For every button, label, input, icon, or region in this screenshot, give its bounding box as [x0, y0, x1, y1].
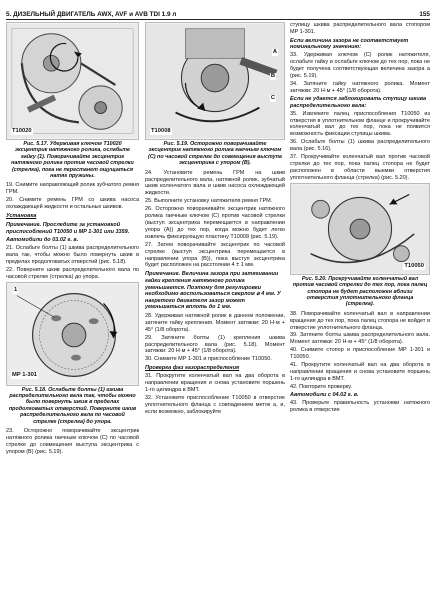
- subheading: Автомобили с 04.02 г. в.: [290, 391, 359, 398]
- note: Примечание. Величина зазора при затягивании гайки крепления натяжного ролика уменьшается. Поэтому для регулировки необходимо воспользоваться сверлом ⌀ 4 мм. У нагретого двигателя зазор может уменьшаться вплоть до 1 мм.: [145, 271, 281, 311]
- figure-label-b: B: [270, 73, 275, 79]
- figure-5-20: [290, 183, 430, 275]
- paragraph: 37. Прокручивайте коленчатый вал против часовой стрелки до тех пор, пока палец стопора не будет расположен в области выемки отверстия уплотнительного фланца (стрелка) (рис. 5.20).: [290, 154, 430, 181]
- paragraph: 28. Удерживая натяжной ролик в данном положении, затяните гайку крепления. Момент затяжки: 20 Н·м + 45° (1/8 оборота).: [145, 312, 285, 333]
- paragraph: 22. Поверните шкив распределительного вала по часовой стрелке (стрелка) до упора.: [6, 266, 139, 280]
- camshaft-pulley-illustration: [7, 283, 138, 385]
- paragraph: 20. Снимите ремень ГРМ со шкива насоса охлаждающей жидкости и остальных шкивов.: [6, 197, 139, 211]
- figure-label-a: A: [272, 49, 277, 55]
- paragraph: 23. Осторожно поворачивайте эксцентрик натяжного ролика гаечным ключом (С) по часовой стрелке до совмещения выступа эксцентрика с упором (В) (рис. 5.19).: [6, 428, 139, 455]
- paragraph: 35. Извлеките палец приспособления T10050 из отверстия в уплотнительном фланце и прокручивайте коленчатый вал до тех пор, пока не появится возможность фиксации ступицы шкива.: [290, 110, 430, 138]
- section-heading: Проверка фаз газораспределения: [145, 365, 240, 372]
- paragraph: 41. Прокрутите коленчатый вал на два оборота в направлении вращения и снова установите поршень 1-го цилиндра в ВМТ.: [290, 362, 430, 382]
- figure-caption: Рис. 5.17. Удерживая ключом T10020 эксцентрик натяжного ролика, ослабьте гайку (1). Поворачивайте эксцентрик натяжного ролика против часовой стрелки (стрелка), пока не перестанет ощущаться натяг пружины.: [11, 141, 134, 180]
- chapter-title: 5. ДИЗЕЛЬНЫЙ ДВИГАТЕЛЬ AWX, AVF и AVB TDI 1.9 л: [6, 11, 177, 18]
- paragraph: 27. Затем поворачивайте эксцентрик по часовой стрелке (выступ эксцентрика перемещается в направлении упора (В)), пока выступ эксцентрика будет расположен на расстоянии 4 ± 1 мм.: [145, 241, 285, 269]
- paragraph: 36. Ослабьте болты (1) шкива распределительного вала (рис. 5.16).: [290, 139, 430, 153]
- subheading: Если не удается заблокировать ступицу шкива распределительного вала:: [290, 96, 427, 110]
- paragraph: 21. Ослабьте болты (1) шкива распределительного вала так, чтобы можно было повернуть шкив в пределах продолговатых отверстий (рис. 5.18).: [6, 245, 139, 265]
- figure-label-t10020: T10020: [12, 128, 32, 134]
- flange-illustration: [291, 184, 429, 274]
- note: Примечание. Проследите за установкой приспособлений T10050 и MP 1-301 или 3359.: [6, 221, 130, 235]
- figure-5-17: [6, 22, 139, 140]
- figure-label-1: 1: [14, 286, 18, 293]
- figure-label-t10008: T10008: [151, 128, 171, 134]
- figure-5-18: [6, 282, 139, 386]
- paragraph: 24. Установите ремень ГРМ на шкив распределительного вала, натяжной ролик, зубчатый шкив коленчатого вала и шкив насоса охлаждающей жидкости.: [145, 169, 285, 197]
- figure-5-19: [145, 22, 285, 140]
- subheading: Автомобили до 03.02 г. в.: [6, 237, 79, 244]
- tensioner-illustration: [146, 23, 284, 139]
- paragraph: 26. Осторожно поворачивайте эксцентрик натяжного ролика гаечным ключом (С) против часовой стрелки (выступ эксцентрика перемещается в направлении упора (А)) до тех пор, когда можно будет легко извлечь фиксирующую пластину T10008 (рис. 5.19).: [145, 206, 285, 240]
- column-2: [145, 22, 285, 417]
- paragraph: ступицу шкива распределительного вала стопором MP 1-301.: [290, 22, 430, 35]
- figure-label-c: C: [270, 95, 275, 101]
- paragraph: 29. Затяните болты (1) крепления шкива распределительного вала (рис. 5.18). Момент затяжки: 20 Н·м + 45° (1/8 оборота).: [145, 334, 285, 355]
- section-heading: Установка: [6, 213, 37, 220]
- engine-illustration: [7, 23, 138, 139]
- paragraph: 34. Затяните гайку натяжного ролика. Момент затяжки: 20 Н·м + 45° (1/8 оборота).: [290, 80, 430, 94]
- paragraph: 39. Затяните болты шкива распределительного вала. Момент затяжки: 20 Н·м + 45° (1/8 оборота).: [290, 332, 430, 346]
- paragraph: 43. Проверьте правильность установки натяжного ролика в отверстие: [290, 399, 430, 413]
- page-number: 155: [419, 11, 430, 18]
- figure-caption: Рис. 5.19. Осторожно поворачивайте эксцентрик натяжного ролика гаечным ключом (С) по часовой стрелке до совмещения выступа эксцентрика с упором (В).: [148, 141, 282, 167]
- paragraph: 42. Повторите проверку.: [290, 383, 352, 390]
- paragraph: 19. Снимите направляющий ролик зубчатого ремня ГРМ.: [6, 182, 139, 196]
- figure-label-mp1-301: MP 1-301: [12, 371, 38, 378]
- column-3: [290, 22, 430, 414]
- column-1: [6, 22, 139, 457]
- subheading: Если величина зазора не соответствует номинальному значению:: [290, 37, 409, 51]
- paragraph: 38. Поворачивайте коленчатый вал в направлении вращения до тех пор, пока палец стопора не войдет в отверстие уплотнительного фланца.: [290, 310, 430, 331]
- paragraph: 31. Прокрутите коленчатый вал на два оборота в направлении вращения и снова установите поршень 1-го цилиндра в ВМТ.: [145, 373, 285, 393]
- page-header: [6, 4, 430, 20]
- figure-caption: Рис. 5.18. Ослабьте болты (1) шкива распределительного вала так, чтобы можно было повернуть шкив в пределах продолговатых отверстий. Поверните шкив распределительного вала по часовой стрелке (стрелка) до упора.: [8, 386, 137, 425]
- paragraph: 32. Установите приспособление T10050 в отверстие уплотнительного фланца с совпадением меток а, и, если возможно, заблокируйте: [145, 394, 285, 415]
- figure-caption: Рис. 5.20. Прокручивайте коленчатый вал против часовой стрелки до тех пор, пока палец стопора не будет расположен вблизи отверстия уплотнительного фланца (стрелка).: [292, 275, 428, 308]
- paragraph: 33. Удерживая ключом (С) ролик натяжителя, ослабьте гайку и ослабьте ключом до тех пор, пока не будет получена соответствующая величина зазора а (рис. 5.19).: [290, 52, 430, 79]
- figure-label-t10050: T10050: [404, 262, 424, 269]
- paragraph: 25. Выполните установку натяжителя ремня ГРМ.: [145, 198, 273, 205]
- paragraph: 40. Снимите стопор и приспособление MP 1-301 и T10050.: [290, 347, 430, 361]
- paragraph: 30. Снимите MP 1-301 и приспособление T10050.: [145, 356, 272, 363]
